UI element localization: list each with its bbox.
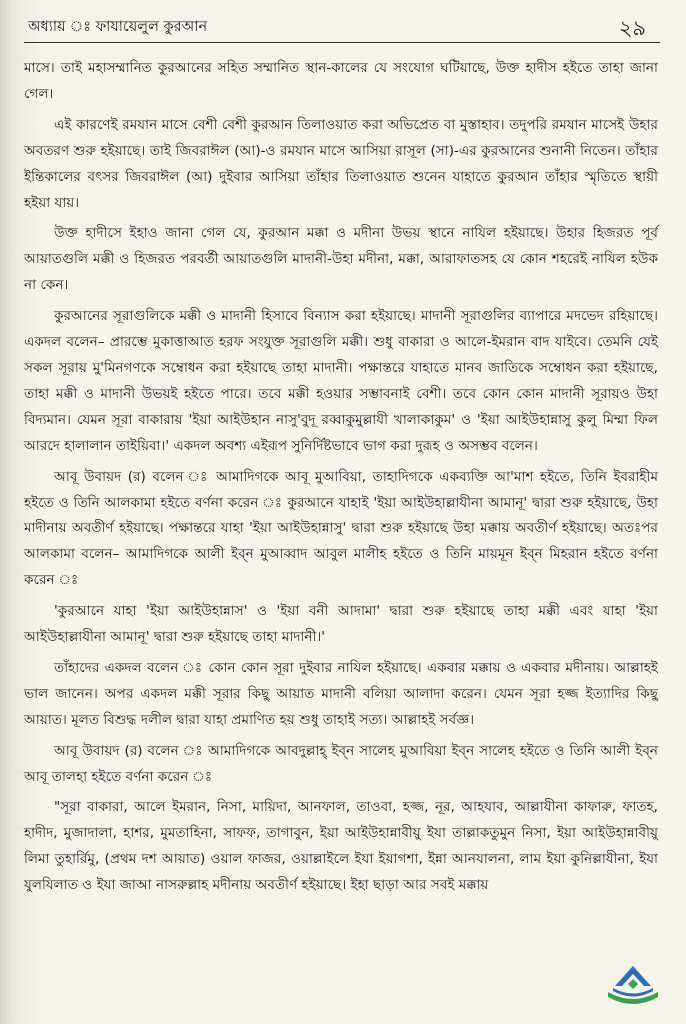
running-header: [24, 12, 660, 43]
surah-list-paragraph: "সূরা বাকারা, আলে ইমরান, নিসা, মায়িদা, আনফাল, তাওবা, হজ্জ, নূর, আহযাব, আল্লাযীনা কাফারু, ফাতহ, হাদীদ, মুজাদালা, হাশর, মুমতাহিনা, সাফফ, তাগাবুন, ইয়া আইউহান্নাবীয়ু ইযা তাল্লাকতুমুন নিসা, ইয়া আইউহান্নাবীয়ু লিমা তুহার্রিমু, (প্রথম দশ আয়াত) ওয়াল ফাজর, ওয়াল্লাইলে ইযা ইয়াগশা, ইন্না আনযালনা, লাম ইয়া কুনিল্লাযীনা, ইযা যুলযিলাত ও ইযা জাআ নাসরুল্লাহ মদীনায় অবতীর্ণ হইয়াছে। ইহা ছাড়া আর সবই মক্কায়: [24, 799, 658, 894]
body-text: [24, 56, 658, 904]
paragraph: এই কারণেই রমযান মাসে বেশী বেশী কুরআন তিলাওয়াত করা অভিপ্রেত বা মুস্তাহাব। তদুপরি রমযান মাসেই উহার অবতরণ শুরু হইয়াছে। তাই জিবরাঈল (আ)-ও রমযান মাসে আসিয়া রাসূল (সা)-এর কুরআনের শুনানী নিতেন। তাঁহার ইন্তিকালের বৎসর জিবরাঈল (আ) দুইবার আসিয়া তাঁহার তিলাওয়াত শুনেন যাহাতে কুরআন তাঁহার স্মৃতিতে স্থায়ী হইয়া যায়।: [24, 116, 658, 211]
paragraph: তাঁহাদের একদল বলেন ঃ কোন কোন সূরা দুইবার নাযিল হইয়াছে। একবার মক্কায় ও একবার মদীনায়। আল্লাহই ভাল জানেন। অপর একদল মক্কী সূরার কিছু আয়াত মাদানী বলিয়া আলাদা করেন। যেমন সূরা হজ্জ ইত্যাদির কিছু আয়াত। মূলত বিশুদ্ধ দলীল দ্বারা যাহা প্রমাণিত হয় শুধু তাহাই সত্য। আল্লাহই সর্বজ্ঞ।: [24, 659, 658, 728]
chapter-title: অধ্যায় ঃ ফাযায়েলুল কুরআন: [28, 19, 208, 35]
paragraph: আবূ উবায়দ (র) বলেন ঃ আমাদিগকে আবূ মুআবিয়া, তাহাদিগকে একব্যক্তি আ'মাশ হইতে, তিনি ইবরাহীম হইতে ও তিনি আলকামা হইতে বর্ণনা করেন ঃ কুরআনে যাহাই 'ইয়া আইউহাল্লাযীনা আমানূ' দ্বারা শুরু হইয়াছে, উহা মাদীনায় অবতীর্ণ হইয়াছে। পক্ষান্তরে যাহা 'ইয়া আইউহান্নাসু' দ্বারা শুরু হইয়াছে উহা মক্কায় অবতীর্ণ হইয়াছে। অতঃপর আলকামা বলেন– আমাদিগকে আলী ইব্ন মুআব্বাদ আবুল মালীহ হইতে ও তিনি মায়মূন ইব্ন মিহরান হইতে বর্ণনা করেন ঃ: [24, 468, 658, 589]
paragraph: উক্ত হাদীসে ইহাও জানা গেল যে, কুরআন মক্কা ও মদীনা উভয় স্থানে নাযিল হইয়াছে। উহার হিজরত পূর্ব আয়াতগুলি মক্কী ও হিজরত পরবর্তী আয়াতগুলি মাদানী-উহা মদীনা, মক্কা, আরাফাতসহ যে কোন শহরেই নাযিল হউক না কেন।: [24, 225, 658, 294]
page-number: ২৯: [618, 16, 646, 40]
publisher-logo-icon: [604, 962, 662, 1012]
paragraph: মাসে। তাই মহাসম্মানিত কুরআনের সহিত সম্মানিত স্থান-কালের যে সংযোগ ঘটিয়াছে, উক্ত হাদীস হইতে তাহা জানা গেল।: [24, 60, 658, 102]
paragraph: কুরআনের সূরাগুলিকে মক্কী ও মাদানী হিসাবে বিন্যাস করা হইয়াছে। মাদানী সূরাগুলির ব্যাপারে মদভেদ রহিয়াছে। একদল বলেন– প্রারম্ভে মুকাত্তাআত হরফ সংযুক্ত সূরাগুলি মক্কী। শুধু বাকারা ও আলে-ইমরান বাদ যাইবে। তেমনি যেই সকল সূরায় মু'মিনগণকে সম্বোধন করা হইয়াছে তাহা মাদানী। পক্ষান্তরে যাহাতে মানব জাতিকে সম্বোধন করা হইয়াছে, তাহা মক্কী ও মাদানী উভয়ই হইতে পারে। তবে মক্কী হওয়ার সম্ভাবনাই বেশী। তবে কোন কোন মাদানী সূরায়ও উহা বিদ্যমান। যেমন সূরা বাকারায় 'ইয়া আইউহান নাসু'বুদূ রব্বাকুমুল্লাযী খালাকাকুম' ও 'ইয়া আইউহান্নাসু কুলু মিম্মা ফিল আরদে হালালান তাইয়িবা।' একদল অবশ্য এইরূপ সুনির্দিষ্টভাবে ভাগ করা দুরূহ ও অসম্ভব বলেন।: [24, 308, 658, 454]
quote-paragraph: 'কুরআনে যাহা 'ইয়া আইউহান্নাস' ও 'ইয়া বনী আদামা' দ্বারা শুরু হইয়াছে তাহা মক্কী এবং যাহা 'ইয়া আইউহাল্লাযীনা আমানূ' দ্বারা শুরু হইয়াছে তাহা মাদানী।': [24, 603, 658, 646]
paragraph: আবূ উবায়দ (র) বলেন ঃ আমাদিগকে আবদুল্লাহ্ ইব্ন সালেহ মুআবিয়া ইব্ন সালেহ হইতে ও তিনি আলী ইব্ন আবূ তালহা হইতে বর্ণনা করেন ঃ: [24, 742, 658, 785]
